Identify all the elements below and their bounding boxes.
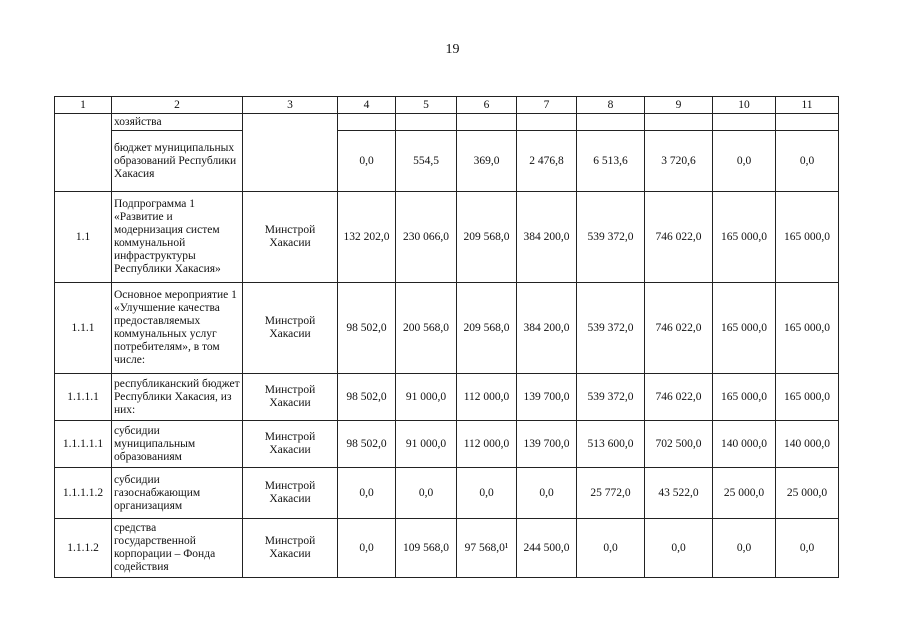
table-row [55, 519, 839, 578]
value-cell: 209 568,0 [457, 283, 517, 374]
row-name-cell: субсидии газоснабжающим организациям [112, 468, 243, 519]
column-header: 9 [645, 97, 713, 114]
executor-cell: Минстрой Хакасии [243, 468, 338, 519]
value-cell: 0,0 [577, 519, 645, 578]
value-cell: 98 502,0 [338, 283, 396, 374]
value-cell: 200 568,0 [396, 283, 457, 374]
value-cell: 139 700,0 [517, 374, 577, 421]
value-cell: 0,0 [776, 131, 839, 192]
value-cell: 0,0 [457, 468, 517, 519]
table-row [55, 283, 839, 374]
executor-cell: Минстрой Хакасии [243, 192, 338, 283]
column-header: 2 [112, 97, 243, 114]
table-row [55, 468, 839, 519]
value-cell: 140 000,0 [776, 421, 839, 468]
value-cell: 746 022,0 [645, 283, 713, 374]
value-cell: 165 000,0 [713, 192, 776, 283]
value-cell [577, 114, 645, 131]
row-number-cell: 1.1.1.1 [55, 374, 112, 421]
value-cell: 539 372,0 [577, 283, 645, 374]
column-header: 7 [517, 97, 577, 114]
value-cell [457, 114, 517, 131]
value-cell: 0,0 [338, 468, 396, 519]
value-cell: 25 000,0 [776, 468, 839, 519]
value-cell: 165 000,0 [713, 374, 776, 421]
column-header: 10 [713, 97, 776, 114]
value-cell: 98 502,0 [338, 374, 396, 421]
executor-cell: Минстрой Хакасии [243, 374, 338, 421]
row-number-cell: 1.1.1.1.2 [55, 468, 112, 519]
budget-table [54, 96, 839, 578]
value-cell: 112 000,0 [457, 374, 517, 421]
executor-cell: Минстрой Хакасии [243, 519, 338, 578]
value-cell: 746 022,0 [645, 192, 713, 283]
page-number: 19 [445, 42, 460, 57]
column-header: 5 [396, 97, 457, 114]
value-cell: 132 202,0 [338, 192, 396, 283]
value-cell: 25 000,0 [713, 468, 776, 519]
value-cell: 0,0 [713, 519, 776, 578]
value-cell: 0,0 [776, 519, 839, 578]
value-cell: 369,0 [457, 131, 517, 192]
value-cell [517, 114, 577, 131]
value-cell: 165 000,0 [776, 283, 839, 374]
row-number-cell: 1.1.1.2 [55, 519, 112, 578]
value-cell: 0,0 [517, 468, 577, 519]
value-cell: 98 502,0 [338, 421, 396, 468]
column-header: 8 [577, 97, 645, 114]
value-cell: 513 600,0 [577, 421, 645, 468]
value-cell: 165 000,0 [713, 283, 776, 374]
executor-cell: Минстрой Хакасии [243, 283, 338, 374]
value-cell: 0,0 [713, 131, 776, 192]
value-cell: 139 700,0 [517, 421, 577, 468]
value-cell: 43 522,0 [645, 468, 713, 519]
value-cell: 0,0 [396, 468, 457, 519]
value-cell [338, 114, 396, 131]
row-number-cell: 1.1 [55, 192, 112, 283]
value-cell: 91 000,0 [396, 421, 457, 468]
column-header: 3 [243, 97, 338, 114]
value-cell: 6 513,6 [577, 131, 645, 192]
table-row [55, 374, 839, 421]
value-cell: 0,0 [338, 519, 396, 578]
column-header: 4 [338, 97, 396, 114]
value-cell: 539 372,0 [577, 192, 645, 283]
value-cell: 702 500,0 [645, 421, 713, 468]
value-cell: 539 372,0 [577, 374, 645, 421]
column-header: 11 [776, 97, 839, 114]
value-cell: 140 000,0 [713, 421, 776, 468]
row-name-cell: субсидии муниципальным образованиям [112, 421, 243, 468]
table-row [55, 421, 839, 468]
executor-cell [243, 114, 338, 192]
row-name-cell: средства государственной корпорации – Фонда содействия [112, 519, 243, 578]
row-name-cell: Подпрограмма 1 «Развитие и модернизация систем коммунальной инфраструктуры Республики Хакасия» [112, 192, 243, 283]
row-name-cell: Основное мероприятие 1 «Улучшение качества предоставляемых коммунальных услуг потребителям», в том числе: [112, 283, 243, 374]
column-header: 1 [55, 97, 112, 114]
value-cell: 230 066,0 [396, 192, 457, 283]
value-cell: 384 200,0 [517, 192, 577, 283]
row-number-cell [55, 114, 112, 192]
row-number-cell: 1.1.1 [55, 283, 112, 374]
value-cell [396, 114, 457, 131]
header-row [55, 97, 839, 114]
value-cell [713, 114, 776, 131]
table-row [55, 192, 839, 283]
row-number-cell: 1.1.1.1.1 [55, 421, 112, 468]
value-cell: 384 200,0 [517, 283, 577, 374]
value-cell: 25 772,0 [577, 468, 645, 519]
executor-cell: Минстрой Хакасии [243, 421, 338, 468]
value-cell: 165 000,0 [776, 192, 839, 283]
row-name-cell: республиканский бюджет Республики Хакасия, из них: [112, 374, 243, 421]
table-row [55, 131, 839, 192]
value-cell: 165 000,0 [776, 374, 839, 421]
row-name-cell: хозяйства [112, 114, 243, 131]
value-cell: 209 568,0 [457, 192, 517, 283]
value-cell [776, 114, 839, 131]
value-cell: 112 000,0 [457, 421, 517, 468]
value-cell: 0,0 [645, 519, 713, 578]
value-cell: 244 500,0 [517, 519, 577, 578]
value-cell: 91 000,0 [396, 374, 457, 421]
value-cell: 109 568,0 [396, 519, 457, 578]
value-cell: 746 022,0 [645, 374, 713, 421]
value-cell: 2 476,8 [517, 131, 577, 192]
value-cell: 3 720,6 [645, 131, 713, 192]
value-cell: 0,0 [338, 131, 396, 192]
table-row [55, 114, 839, 131]
value-cell [645, 114, 713, 131]
column-header: 6 [457, 97, 517, 114]
value-cell: 97 568,0¹ [457, 519, 517, 578]
value-cell: 554,5 [396, 131, 457, 192]
row-name-cell: бюджет муниципальных образований Республики Хакасия [112, 131, 243, 192]
